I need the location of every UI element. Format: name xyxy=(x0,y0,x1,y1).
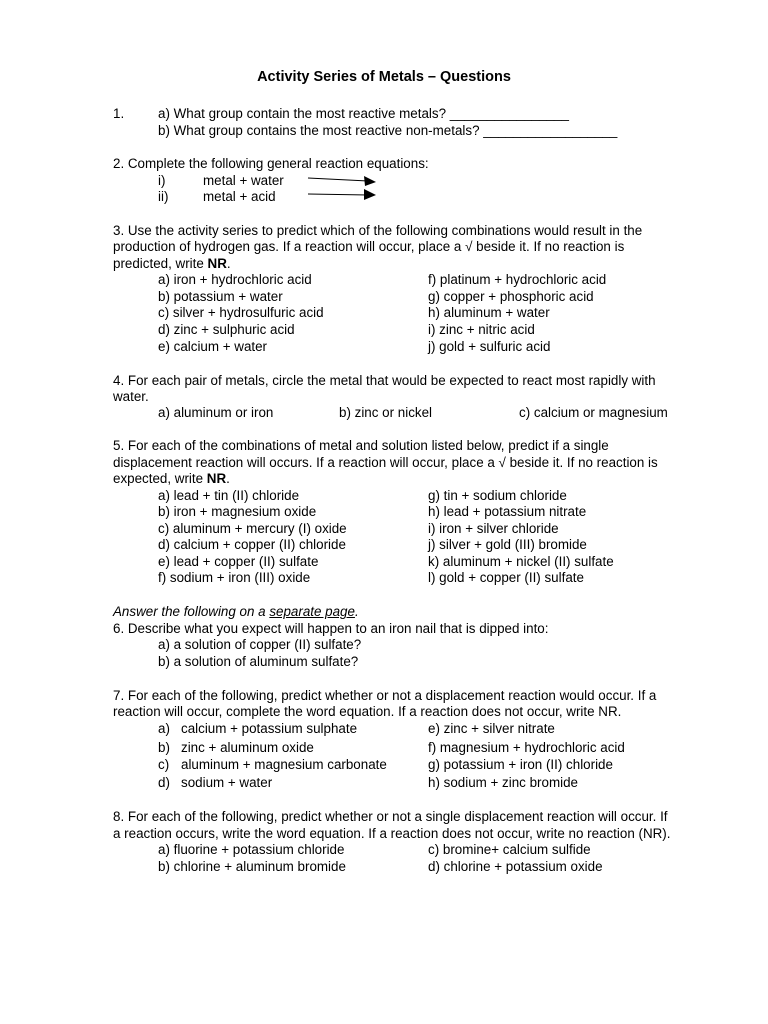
q5-item: b) iron + magnesium oxide xyxy=(158,504,317,519)
q3-item: a) iron + hydrochloric acid xyxy=(158,272,312,287)
q5-line-1: 5. For each of the combinations of metal and solution listed below, predict if a single xyxy=(113,438,609,453)
q3-item: c) silver + hydrosulfuric acid xyxy=(158,305,324,320)
q7-line-1: 7. For each of the following, predict whether or not a displacement reaction would occur. If a xyxy=(113,688,657,703)
q8-item: d) chlorine + potassium oxide xyxy=(428,859,603,874)
q5-item: h) lead + potassium nitrate xyxy=(428,504,587,519)
q5-item: f) sodium + iron (III) oxide xyxy=(158,570,311,585)
q2-ii-number: ii) xyxy=(158,189,169,204)
q5-item: k) aluminum + nickel (II) sulfate xyxy=(428,554,614,569)
q5-item: a) lead + tin (II) chloride xyxy=(158,488,300,503)
q3-line-1: 3. Use the activity series to predict which of the following combinations would result in the xyxy=(113,223,643,238)
q3-item: b) potassium + water xyxy=(158,289,283,304)
q6-part-b: b) a solution of aluminum sulfate? xyxy=(158,654,359,669)
q4-option-c: c) calcium or magnesium xyxy=(519,405,668,420)
q7-item-label: b) xyxy=(158,740,170,755)
q7-item-label: a) xyxy=(158,721,170,736)
q8-item: c) bromine+ calcium sulfide xyxy=(428,842,591,857)
q7-line-2: reaction will occur, complete the word equation. If a reaction does not occur, write NR. xyxy=(113,704,622,719)
q8-item: b) chlorine + aluminum bromide xyxy=(158,859,346,874)
q3-item: d) zinc + sulphuric acid xyxy=(158,322,295,337)
q3-line-2: production of hydrogen gas. If a reaction will occur, place a √ beside it. If no reaction is xyxy=(113,239,625,254)
q3-line-3: predicted, write NR. xyxy=(113,256,231,271)
q2-i-number: i) xyxy=(158,173,166,188)
q3-item: e) calcium + water xyxy=(158,339,268,354)
q2-intro: 2. Complete the following general reaction equations: xyxy=(113,156,429,171)
q7-item: g) potassium + iron (II) chloride xyxy=(428,757,613,772)
q8-item: a) fluorine + potassium chloride xyxy=(158,842,345,857)
q5-line-2: displacement reaction will occurs. If a reaction will occur, place a √ beside it. If no reaction is xyxy=(113,455,658,470)
separate-page-instruction: Answer the following on a separate page. xyxy=(113,604,359,619)
q3-item: f) platinum + hydrochloric acid xyxy=(428,272,607,287)
q3-item: j) gold + sulfuric acid xyxy=(428,339,551,354)
q5-item: l) gold + copper (II) sulfate xyxy=(428,570,584,585)
q7-item: h) sodium + zinc bromide xyxy=(428,775,578,790)
q7-item-label: d) xyxy=(158,775,170,790)
q3-item: h) aluminum + water xyxy=(428,305,550,320)
page-title: Activity Series of Metals – Questions xyxy=(257,69,511,85)
q3-item: g) copper + phosphoric acid xyxy=(428,289,594,304)
reaction-arrow-icon xyxy=(306,174,378,204)
q7-item-label: c) xyxy=(158,757,170,772)
q7-item: sodium + water xyxy=(181,775,273,790)
q4-option-b: b) zinc or nickel xyxy=(339,405,433,420)
q2-ii-text: metal + acid xyxy=(203,189,276,204)
q8-line-2: a reaction occurs, write the word equation. If a reaction does not occur, write no reaction (NR). xyxy=(113,826,671,841)
q7-item: calcium + potassium sulphate xyxy=(181,721,358,736)
q6-line-1: 6. Describe what you expect will happen to an iron nail that is dipped into: xyxy=(113,621,549,636)
q5-item: e) lead + copper (II) sulfate xyxy=(158,554,319,569)
q7-item: aluminum + magnesium carbonate xyxy=(181,757,387,772)
q2-i-text: metal + water xyxy=(203,173,284,188)
q5-item: g) tin + sodium chloride xyxy=(428,488,567,503)
q7-item: zinc + aluminum oxide xyxy=(181,740,314,755)
q4-line-2: water. xyxy=(113,389,149,404)
q1-number: 1. xyxy=(113,106,125,121)
q7-item: f) magnesium + hydrochloric acid xyxy=(428,740,625,755)
q5-line-3: expected, write NR. xyxy=(113,471,230,486)
q1-part-a: a) What group contain the most reactive metals? ________________ xyxy=(158,106,569,121)
q5-item: c) aluminum + mercury (I) oxide xyxy=(158,521,347,536)
q5-item: d) calcium + copper (II) chloride xyxy=(158,537,346,552)
q4-option-a: a) aluminum or iron xyxy=(158,405,274,420)
q5-item: i) iron + silver chloride xyxy=(428,521,559,536)
q5-item: j) silver + gold (III) bromide xyxy=(428,537,587,552)
q7-item: e) zinc + silver nitrate xyxy=(428,721,555,736)
q8-line-1: 8. For each of the following, predict whether or not a single displacement reaction will occur. If xyxy=(113,809,668,824)
q4-line-1: 4. For each pair of metals, circle the metal that would be expected to react most rapidly with xyxy=(113,373,656,388)
q3-item: i) zinc + nitric acid xyxy=(428,322,535,337)
q6-part-a: a) a solution of copper (II) sulfate? xyxy=(158,637,362,652)
q1-part-b: b) What group contains the most reactive non-metals? __________________ xyxy=(158,123,618,138)
